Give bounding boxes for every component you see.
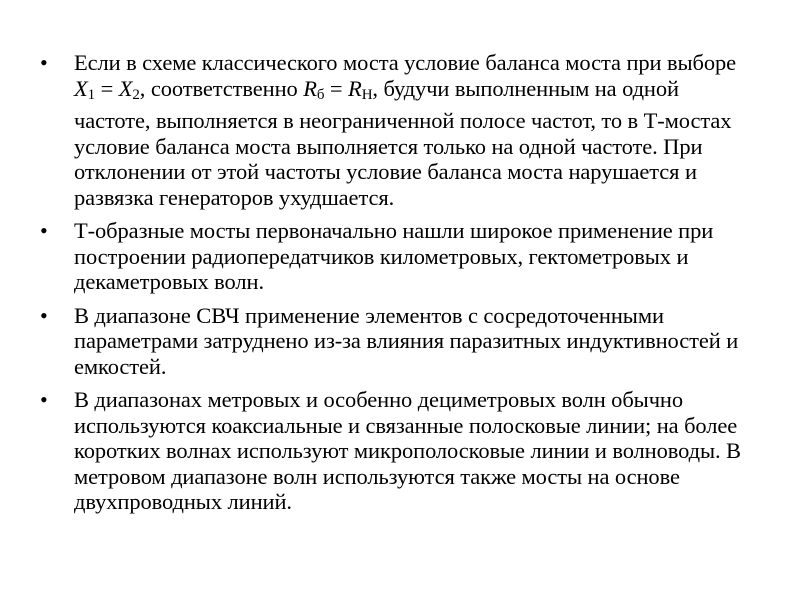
equals-1: = [95, 75, 119, 101]
bullet-list [40, 50, 752, 523]
bullet-4-text: В диапазонах метровых и особенно дециметровых волн обычно используются коаксиальные и связанные полосковые линии; на более коротких волнах используют микрополосковые линии и волноводы. В метровом диапазоне волн используются также мосты на основе двухпроводных линий. [74, 387, 741, 514]
var-r-n: R [348, 75, 362, 101]
bullet-1-text-c: , будучи выполненным на одной частоте, выполняется в неограниченной полосе частот, то в Т-мостах условие баланса моста выполняется только на одной частоте. При отклонении от этой частоты условие баланса моста нарушается и развязка генераторов ухудшается. [74, 75, 732, 210]
bullet-item-4 [40, 387, 752, 515]
var-r-n-subscript: Н [361, 86, 373, 103]
bullet-item-1 [40, 50, 752, 210]
bullet-dot-icon: • [40, 50, 48, 75]
bullet-1-text-b: , соответственно [139, 75, 304, 101]
var-x2-subscript: 2 [132, 86, 140, 103]
var-r-b: R [303, 75, 317, 101]
bullet-3-text: В диапазоне СВЧ применение элементов с сосредоточенными параметрами затруднено из-за влияния паразитных индуктивностей и емкостей. [74, 302, 739, 379]
bullet-item-3 [40, 303, 752, 380]
bullet-1-text-a: Если в схеме классического моста условие баланса моста при выборе [74, 50, 737, 75]
bullet-item-2 [40, 218, 752, 295]
var-x2: X [118, 75, 133, 101]
var-x1-subscript: 1 [87, 86, 96, 103]
bullet-2-text: Т-образные мосты первоначально нашли широкое применение при построении радиопередатчиков километровых, гектометровых и декаметровых волн. [74, 218, 714, 294]
var-x1: X [74, 75, 88, 101]
equals-2: = [324, 75, 349, 101]
var-r-b-subscript: б [316, 86, 325, 103]
bullet-dot-icon: • [40, 302, 48, 328]
bullet-dot-icon: • [40, 387, 48, 412]
bullet-dot-icon: • [40, 218, 48, 243]
